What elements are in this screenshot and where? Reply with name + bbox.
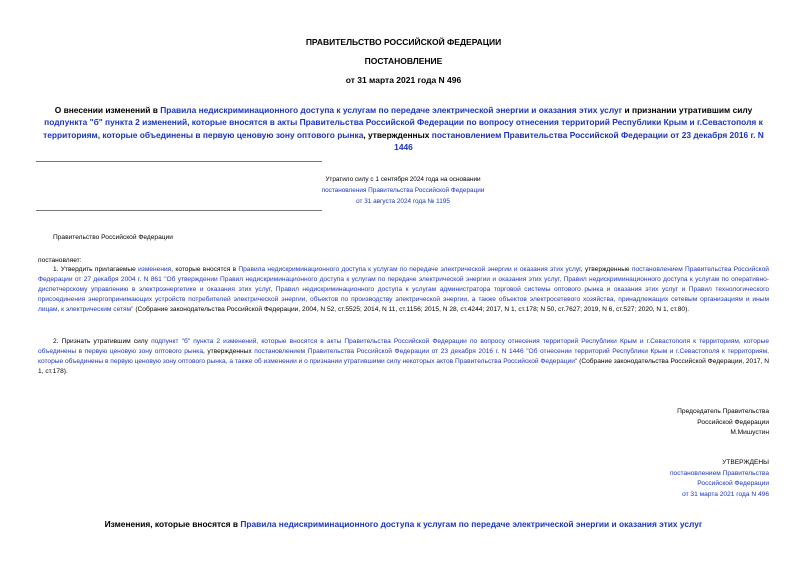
p2-link-resolution-1446[interactable]: постановлением Правительства Российской Федерации от 23 декабря 2016 г. N 1446 "Об отнесении территорий Республики Крым и г.Севастополя к территориям, которые объединены в первую ценовую зону оптового рынка, а также об изменении и о признании утратившими силу некоторых актов Правительства Российской Федерации" xyxy=(38,347,769,365)
decides-label: постановляет: xyxy=(38,257,82,264)
p1-link-rules[interactable]: Правила недискриминационного доступа к услугам по передаче электрической энергии и оказания этих услуг xyxy=(238,266,581,273)
divider-top xyxy=(36,161,322,162)
title-link-subpoint[interactable]: подпункта "б" пункта 2 изменений, которые вносятся в акты Правительства Российской Федерации по вопросу отнесения территорий Республики Крым и г.Севастополя к территориям, которые объединены в первую ценовую зону оптового рынка xyxy=(43,117,763,140)
approved-block xyxy=(670,458,769,501)
p2-text-a: 2. Признать утратившим силу xyxy=(53,338,152,345)
title-link-rules[interactable]: Правила недискриминационного доступа к услугам по передаче электрической энергии и оказания этих услуг xyxy=(160,105,623,115)
p1-text-b: , которые вносятся в xyxy=(171,266,239,273)
paragraph-2 xyxy=(38,337,769,377)
divider-bottom xyxy=(36,210,322,211)
approved-link-country[interactable]: Российской Федерации xyxy=(697,480,769,488)
expiry-line-1: Утратило силу с 1 сентября 2024 года на основании xyxy=(325,176,481,183)
document-title xyxy=(36,104,771,153)
p1-text-d: (Собрание законодательства Российской Федерации, 2004, N 52, ст.5525; 2014, N 11, ст.1156; 2015, N 28, ст.4244; 2017, N 1, ст.178; N 50, ст.7627; 2019, N 6, ст.527; 2020, N 1, ст.80). xyxy=(133,305,690,313)
paragraph-1 xyxy=(38,265,769,315)
signature-country: Российской Федерации xyxy=(697,418,769,426)
p2-text-c: (Собрание законодательства Российской Федерации, 2017, N 1, ст.178). xyxy=(38,357,769,375)
p1-text-a: 1. Утвердить прилагаемые xyxy=(53,266,139,273)
title-text-3: , утвержденных xyxy=(363,129,432,140)
changes-heading xyxy=(0,519,807,529)
approved-link-resolution[interactable]: постановлением Правительства xyxy=(669,469,769,477)
p1-text-c: , утвержденные xyxy=(580,266,632,273)
p2-text-b: , утвержденных xyxy=(202,347,255,355)
expiry-link-date[interactable]: от 31 августа 2024 года № 1195 xyxy=(356,198,450,205)
government-heading: ПРАВИТЕЛЬСТВО РОССИЙСКОЙ ФЕДЕРАЦИИ xyxy=(305,37,502,47)
p1-link-changes[interactable]: изменения xyxy=(138,266,172,273)
title-text-2: и признании утратившим силу xyxy=(622,105,753,115)
signature-name: М.Мишустин xyxy=(730,429,769,437)
document-type-heading: ПОСТАНОВЛЕНИЕ xyxy=(364,56,443,66)
p2-link-subpoint[interactable]: подпункт "б" пункта 2 изменений, которые вносятся в акты Правительства Российской Федерации по вопросу отнесения территорий Республики Крым и г.Севастополя к территориям, которые объединены в первую ценовую зону оптового рынка xyxy=(38,338,769,355)
document-date-number: от 31 марта 2021 года N 496 xyxy=(345,75,462,85)
changes-heading-text: Изменения, которые вносятся в xyxy=(104,519,241,529)
title-text-1: О внесении изменений в xyxy=(54,105,161,115)
title-link-resolution-1446[interactable]: постановлением Правительства Российской Федерации от 23 декабря 2016 г. N 1446 xyxy=(394,129,764,152)
approved-link-date[interactable]: от 31 марта 2021 года N 496 xyxy=(682,491,769,499)
expiry-link-resolution[interactable]: постановления Правительства Российской Федерации xyxy=(321,187,485,194)
changes-heading-link-rules[interactable]: Правила недискриминационного доступа к услугам по передаче электрической энергии и оказания этих услуг xyxy=(240,519,703,529)
government-label: Правительство Российской Федерации xyxy=(53,234,173,241)
expiry-notice xyxy=(280,174,526,207)
approved-heading: УТВЕРЖДЕНЫ xyxy=(722,459,769,466)
signature-position: Председатель Правительства xyxy=(677,408,769,415)
p1-link-resolution-861[interactable]: постановлением Правительства Российской Федерации от 27 декабря 2004 г. N 861 "Об утверждении Правил недискриминационного доступа к услугам по передаче электрической энергии и оказания этих услуг, Правил недискриминационного доступа к услугам по оперативно-диспетчерскому управлению в электроэнергетике и оказания этих услуг, Правил недискриминационного доступа к услугам администратора торговой системы оптового рынка и оказания этих услуг и Правил технологического присоединения энергопринимающих устройств потребителей электрической энергии, объектов по производству электрической энергии, а также объектов электросетевого хозяйства, принадлежащих сетевым организациям и иным лицам, к электрическим сетям" xyxy=(38,266,769,313)
signature-block xyxy=(677,407,769,439)
